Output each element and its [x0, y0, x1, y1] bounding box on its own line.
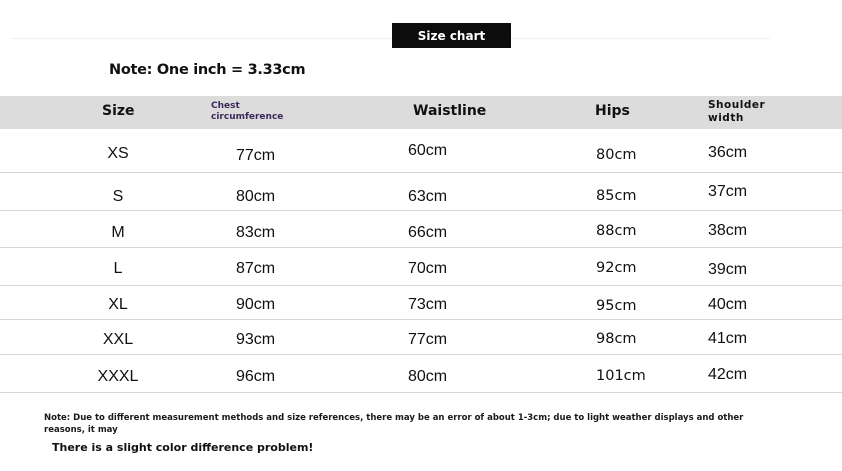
header-hips: Hips: [595, 103, 630, 119]
table-row: [0, 211, 842, 248]
table-row: [0, 173, 842, 211]
row-hips: 95cm: [596, 298, 637, 314]
table-row: [0, 320, 842, 355]
row-shoulder: 39cm: [708, 261, 748, 278]
row-chest: 77cm: [236, 147, 276, 164]
header-chest-line2: circumference: [211, 112, 284, 122]
table-row: [0, 286, 842, 320]
row-shoulder: 40cm: [708, 296, 748, 313]
row-chest: 80cm: [236, 188, 276, 205]
table-row: [0, 355, 842, 393]
header-chest: [211, 101, 283, 123]
row-chest: 90cm: [236, 296, 276, 313]
row-waist: 80cm: [408, 368, 448, 385]
row-shoulder: 42cm: [708, 366, 748, 383]
header-shoulder-line1: Shoulder: [708, 99, 766, 111]
row-hips: 80cm: [596, 147, 637, 163]
header-chest-line1: Chest: [211, 101, 240, 111]
row-waist: 70cm: [408, 260, 448, 277]
row-hips: 92cm: [596, 260, 637, 276]
row-shoulder: 41cm: [708, 330, 748, 347]
row-divider: [0, 392, 842, 393]
table-row: [0, 129, 842, 173]
header-size: Size: [102, 103, 135, 119]
row-hips: 85cm: [596, 188, 637, 204]
table-header: [0, 96, 842, 129]
row-hips: 101cm: [596, 368, 646, 384]
row-hips: 98cm: [596, 331, 637, 347]
row-size: M: [111, 224, 125, 241]
table-row: [0, 248, 842, 286]
row-size: L: [113, 260, 123, 277]
row-size: XXL: [102, 331, 134, 348]
row-size: XS: [107, 145, 129, 162]
row-chest: 96cm: [236, 368, 276, 385]
row-chest: 83cm: [236, 224, 276, 241]
measurement-error-note: Note: Due to different measurement methods and size references, there may be an error of about 1-3cm; due to light weather displays and other reasons, it may: [44, 413, 744, 435]
row-shoulder: 36cm: [708, 144, 748, 161]
inch-conversion-note: Note: One inch = 3.33cm: [109, 62, 306, 78]
header-shoulder-line2: width: [708, 112, 744, 124]
row-shoulder: 37cm: [708, 183, 748, 200]
row-waist: 77cm: [408, 331, 448, 348]
row-waist: 63cm: [408, 188, 448, 205]
row-shoulder: 38cm: [708, 222, 748, 239]
row-size: XXXL: [97, 368, 139, 385]
color-difference-note: There is a slight color difference problem!: [52, 441, 314, 454]
size-chart-title: Size chart: [392, 23, 511, 48]
row-waist: 66cm: [408, 224, 448, 241]
row-chest: 93cm: [236, 331, 276, 348]
row-waist: 73cm: [408, 296, 448, 313]
top-divider: [10, 38, 770, 39]
row-size: S: [112, 188, 124, 205]
row-waist: 60cm: [408, 142, 448, 159]
header-shoulder: [708, 99, 765, 125]
header-waistline: Waistline: [413, 103, 487, 119]
row-chest: 87cm: [236, 260, 276, 277]
row-hips: 88cm: [596, 223, 637, 239]
row-size: XL: [108, 296, 128, 313]
